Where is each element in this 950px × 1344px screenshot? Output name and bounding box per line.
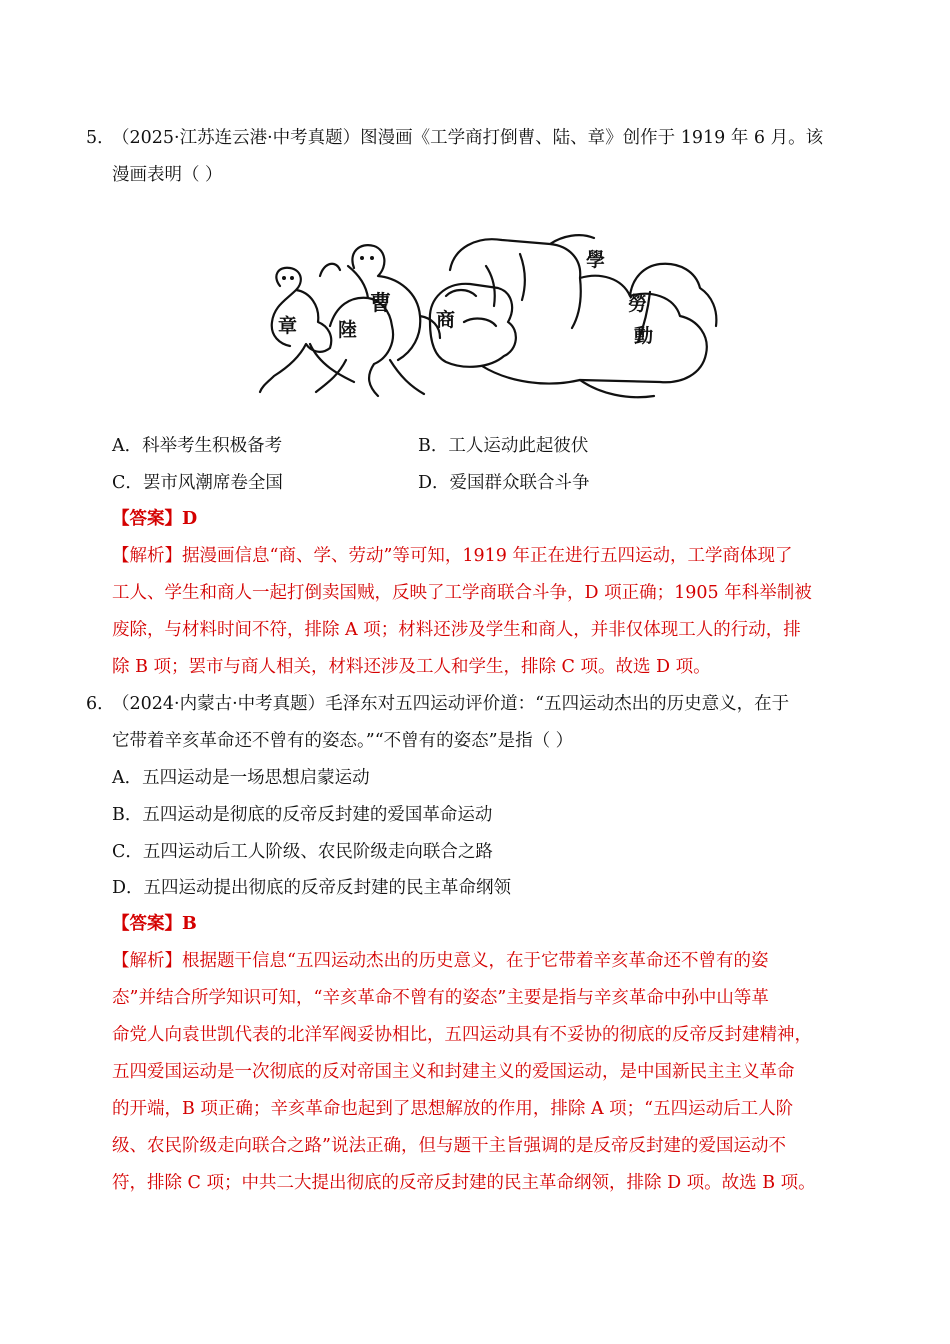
cartoon-label-xue: 學 — [586, 249, 606, 271]
q5-analysis-line1: 【解析】据漫画信息“商、学、劳动”等可知，1919 年正在进行五四运动，工学商体现了 — [112, 546, 793, 566]
q6-option-d: D．五四运动提出彻底的反帝反封建的民主革命纲领 — [112, 878, 512, 898]
q6-analysis-line4: 五四爱国运动是一次彻底的反对帝国主义和封建主义的爱国运动，是中国新民主主义革命 — [112, 1062, 795, 1082]
cartoon-label-laodong-2: 動 — [634, 325, 654, 347]
cartoon-image — [250, 226, 730, 404]
q6-analysis-line6: 级、农民阶级走向联合之路”说法正确，但与题干主旨强调的是反帝反封建的爱国运动不 — [112, 1136, 786, 1156]
q5-option-a: A．科举考生积极备考 — [112, 436, 283, 456]
cartoon-label-cao: 曹 — [370, 290, 391, 315]
q6-option-b: B．五四运动是彻底的反帝反封建的爱国革命运动 — [112, 805, 493, 825]
q6-answer: 【答案】B — [112, 914, 197, 934]
cartoon-label-lu: 陸 — [338, 319, 358, 341]
figure-cao — [352, 245, 440, 394]
q6-number: 6． — [86, 694, 115, 714]
q5-stem-line2: 漫画表明（ ） — [112, 165, 223, 185]
q6-analysis-line2: 态”并结合所学知识可知，“辛亥革命不曾有的姿态”主要是指与辛亥革命中孙中山等革 — [112, 988, 769, 1008]
q5-analysis-line3: 废除，与材料时间不符，排除 A 项；材料还涉及学生和商人，并非仅体现工人的行动，排 — [112, 620, 801, 640]
q6-analysis-line3: 命党人向袁世凯代表的北洋军阀妥协相比，五四运动具有不妥协的彻底的反帝反封建精神， — [112, 1025, 812, 1045]
q5-number: 5． — [86, 128, 115, 148]
q5-option-d: D．爱国群众联合斗争 — [418, 473, 590, 493]
cartoon-label-shang: 商 — [436, 309, 456, 331]
q5-stem-line1: （2025·江苏连云港·中考真题）图漫画《工学商打倒曹、陆、章》创作于 1919 年 6 月。该 — [112, 128, 824, 148]
q5-option-b: B．工人运动此起彼伏 — [418, 436, 589, 456]
q6-stem-line2: 它带着辛亥革命还不曾有的姿态。”“不曾有的姿态”是指（ ） — [112, 731, 574, 751]
q5-answer: 【答案】D — [112, 509, 198, 529]
q5-analysis-line4: 除 B 项；罢市与商人相关，材料还涉及工人和学生，排除 C 项。故选 D 项。 — [112, 657, 711, 677]
q6-analysis-line7: 符，排除 C 项；中共二大提出彻底的反帝反封建的民主革命纲领，排除 D 项。故选 B 项。 — [112, 1173, 816, 1193]
q6-analysis-line5: 的开端，B 项正确；辛亥革命也起到了思想解放的作用，排除 A 项；“五四运动后工人阶 — [112, 1099, 794, 1119]
q6-option-c: C．五四运动后工人阶级、农民阶级走向联合之路 — [112, 842, 493, 862]
cartoon-label-laodong-1: 勞 — [628, 293, 648, 315]
q6-stem-line1: （2024·内蒙古·中考真题）毛泽东对五四运动评价道：“五四运动杰出的历史意义，在于 — [112, 694, 790, 714]
q6-option-a: A．五四运动是一场思想启蒙运动 — [112, 768, 370, 788]
cartoon-label-zhang: 章 — [278, 315, 298, 337]
q5-option-c: C．罢市风潮席卷全国 — [112, 473, 283, 493]
q6-analysis-line1: 【解析】根据题干信息“五四运动杰出的历史意义，在于它带着辛亥革命还不曾有的姿 — [112, 951, 769, 971]
q5-analysis-line2: 工人、学生和商人一起打倒卖国贼，反映了工学商联合斗争，D 项正确；1905 年科举制被 — [112, 583, 812, 603]
fist-labor — [450, 235, 716, 383]
